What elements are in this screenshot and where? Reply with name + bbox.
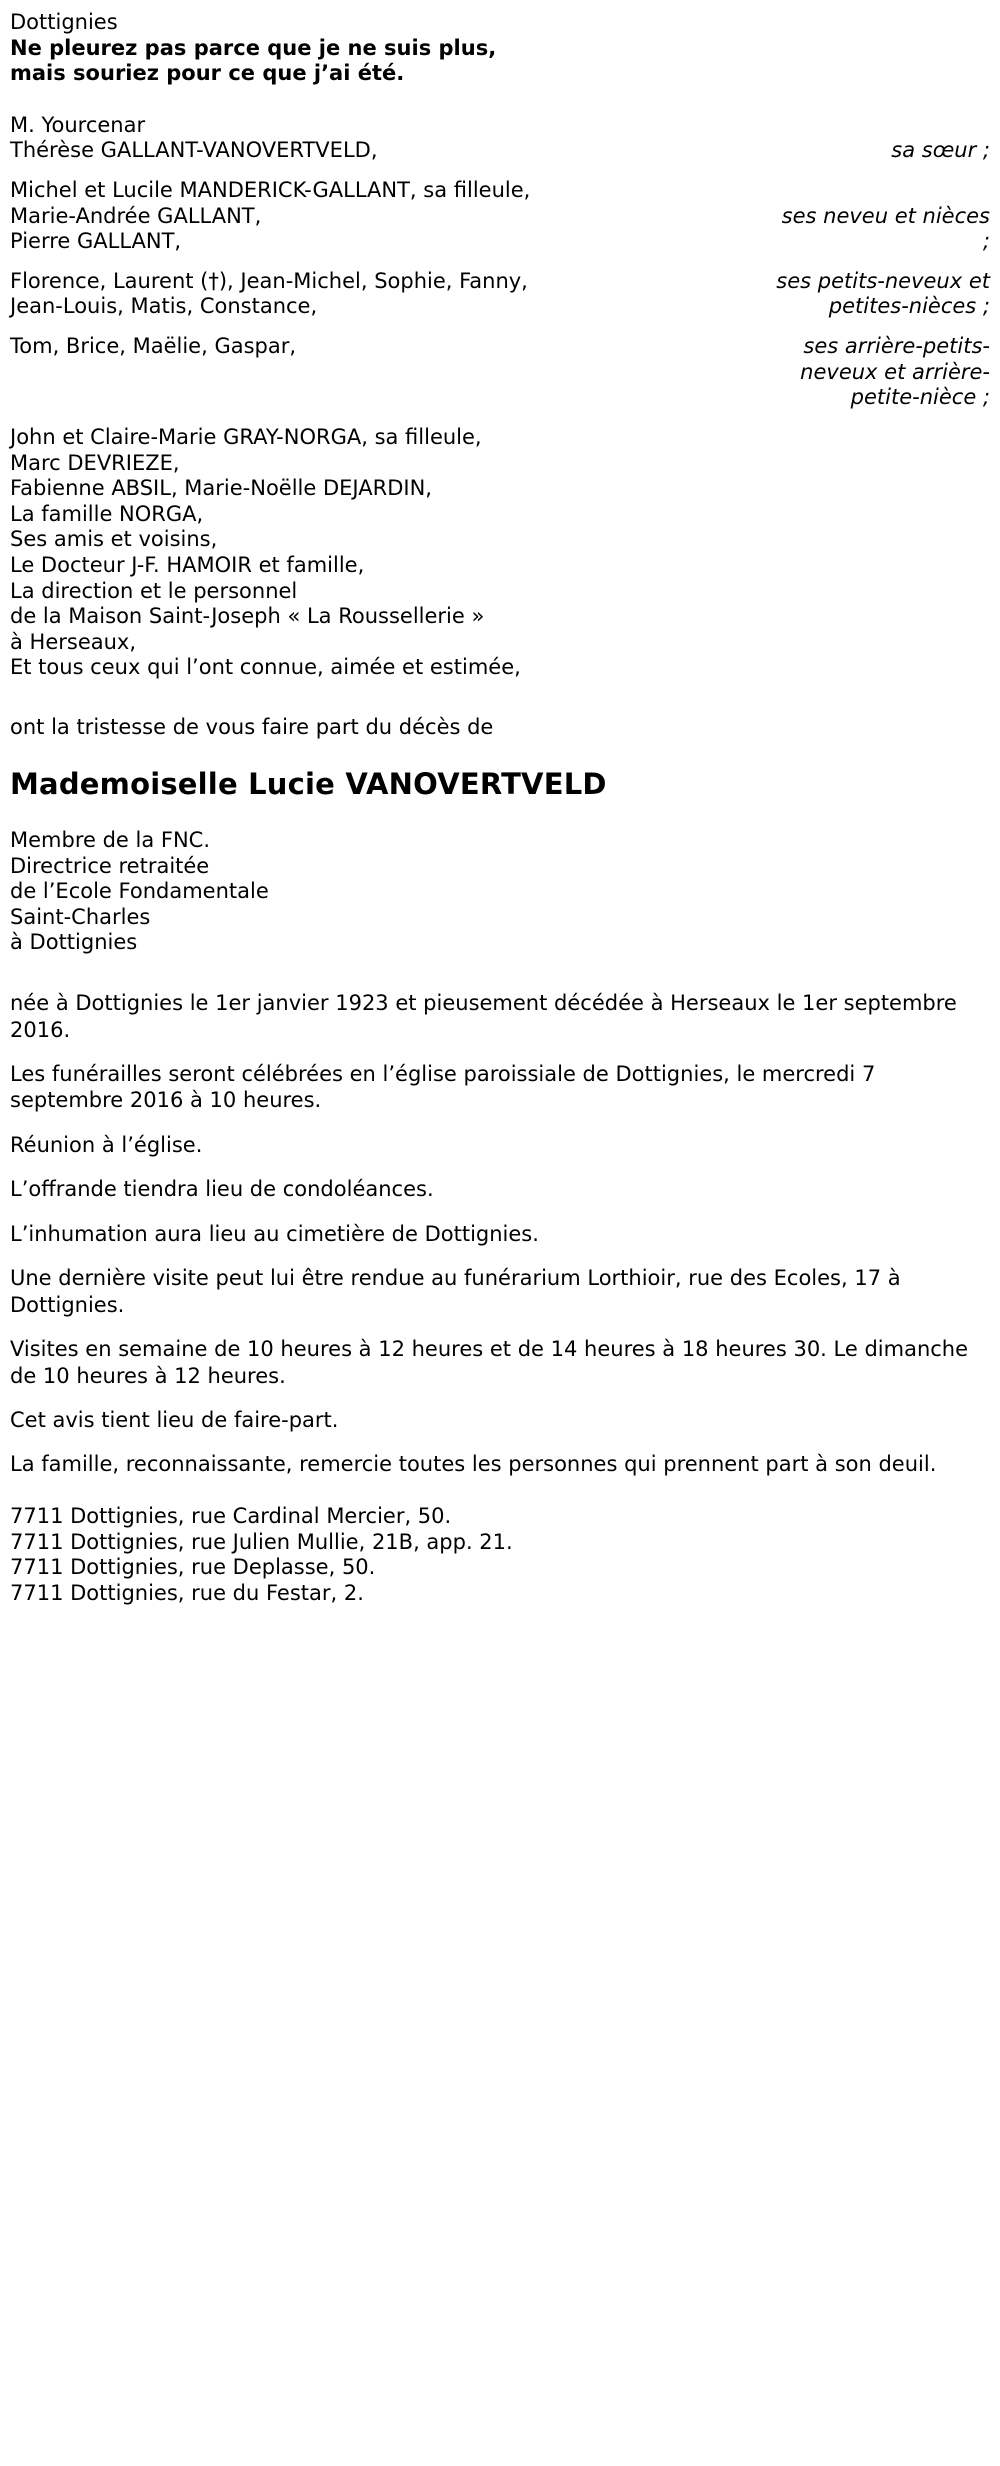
family-member: Tom, Brice, Maëlie, Gaspar, [10, 334, 297, 359]
family-group-1 [10, 138, 990, 164]
relation-line: ses arrière-petits- [803, 334, 990, 359]
spacer [10, 320, 990, 334]
spacer [10, 956, 990, 990]
detail-paragraph: La famille, reconnaissante, remercie toutes les personnes qui prennent part à son deuil. [10, 1452, 937, 1477]
family-group-4 [10, 334, 990, 411]
spacer [10, 802, 990, 828]
relation-line: ses petits-neveux et [776, 268, 990, 293]
family-member: Jean-Louis, Matis, Constance, [10, 294, 318, 319]
announcement-text: ont la tristesse de vous faire part du décès de [10, 715, 494, 740]
detail-paragraph: L’inhumation aura lieu au cimetière de Dottignies. [10, 1221, 539, 1246]
mourner-line: John et Claire-Marie GRAY-NORGA, sa filleule, [10, 424, 482, 449]
spacer [10, 681, 990, 715]
title-line: à Dottignies [10, 930, 138, 955]
relation-line: petites-nièces ; [828, 294, 990, 319]
family-member: Pierre GALLANT, [10, 229, 182, 254]
family-group-3 [10, 269, 990, 320]
family-group-2-names [10, 178, 530, 255]
relation-line: ses neveu et nièces [781, 203, 990, 228]
address-line: 7711 Dottignies, rue Julien Mullie, 21B, app. 21. [10, 1529, 513, 1554]
detail-paragraph: Une dernière visite peut lui être rendue au funérarium Lorthioir, rue des Ecoles, 17 à Dottignies. [10, 1266, 901, 1317]
mourner-line: La direction et le personnel [10, 578, 298, 603]
mourner-line: de la Maison Saint-Joseph « La Roussellerie » [10, 604, 485, 629]
family-member: Florence, Laurent (†), Jean-Michel, Sophie, Fanny, [10, 268, 528, 293]
relation-line: neveux et arrière- [800, 359, 990, 384]
family-group-4-names [10, 334, 296, 360]
address-line: 7711 Dottignies, rue du Festar, 2. [10, 1580, 364, 1605]
family-group-3-relation [756, 269, 990, 320]
family-group-2 [10, 178, 990, 255]
family-group-1-relation [871, 138, 990, 164]
title-line: Saint-Charles [10, 904, 151, 929]
spacer [10, 164, 990, 178]
relation-line: sa sœur ; [891, 138, 990, 163]
detail-paragraph: Visites en semaine de 10 heures à 12 heures et de 14 heures à 18 heures 30. Le dimanche de 10 heures à 12 heures. [10, 1337, 969, 1388]
quote-line-1: Ne pleurez pas parce que je ne suis plus, [10, 35, 497, 60]
family-group-2-relation [762, 204, 990, 255]
quote-author: M. Yourcenar [10, 112, 146, 137]
deceased-name: Mademoiselle Lucie VANOVERTVELD [10, 766, 607, 801]
mourner-line: Marc DEVRIEZE, [10, 450, 180, 475]
mourner-line: Fabienne ABSIL, Marie-Noëlle DEJARDIN, [10, 476, 432, 501]
address-line: 7711 Dottignies, rue Deplasse, 50. [10, 1555, 376, 1580]
notice-body [10, 10, 990, 1606]
spacer [10, 1478, 990, 1504]
detail-paragraphs [10, 990, 990, 1478]
mourner-line: Ses amis et voisins, [10, 527, 218, 552]
family-member: Thérèse GALLANT-VANOVERTVELD, [10, 138, 378, 163]
mourner-line: La famille NORGA, [10, 501, 204, 526]
spacer [10, 411, 990, 425]
detail-paragraph: née à Dottignies le 1er janvier 1923 et pieusement décédée à Herseaux le 1er septembre 2016. [10, 991, 957, 1042]
quote-line-2: mais souriez pour ce que j’ai été. [10, 61, 405, 86]
detail-paragraph: Les funérailles seront célébrées en l’église paroissiale de Dottignies, le mercredi 7 septembre 2016 à 10 heures. [10, 1061, 876, 1113]
family-member: Marie-Andrée GALLANT, [10, 203, 262, 228]
spacer [10, 87, 990, 113]
detail-paragraph: Cet avis tient lieu de faire-part. [10, 1408, 339, 1433]
title-line: Membre de la FNC. [10, 828, 211, 852]
address-list [10, 1504, 990, 1606]
detail-paragraph: Réunion à l’église. [10, 1132, 203, 1157]
spacer [10, 255, 990, 269]
family-group-1-names [10, 138, 378, 164]
title-line: de l’Ecole Fondamentale [10, 879, 269, 904]
detail-paragraph: L’offrande tiendra lieu de condoléances. [10, 1177, 434, 1202]
relation-line: ; [982, 229, 990, 254]
spacer [10, 741, 990, 767]
family-group-3-names [10, 269, 528, 320]
family-member: Michel et Lucile MANDERICK-GALLANT, sa filleule, [10, 178, 531, 203]
family-group-4-relation [780, 334, 990, 411]
relation-line: petite-nièce ; [850, 385, 990, 410]
deceased-titles [10, 828, 990, 956]
mourner-line: à Herseaux, [10, 629, 137, 654]
mourner-line: Et tous ceux qui l’ont connue, aimée et estimée, [10, 655, 521, 680]
locality: Dottignies [10, 10, 118, 34]
title-line: Directrice retraitée [10, 853, 210, 878]
address-line: 7711 Dottignies, rue Cardinal Mercier, 50. [10, 1503, 452, 1528]
mourner-line: Le Docteur J-F. HAMOIR et famille, [10, 552, 365, 577]
other-mourners [10, 425, 990, 681]
